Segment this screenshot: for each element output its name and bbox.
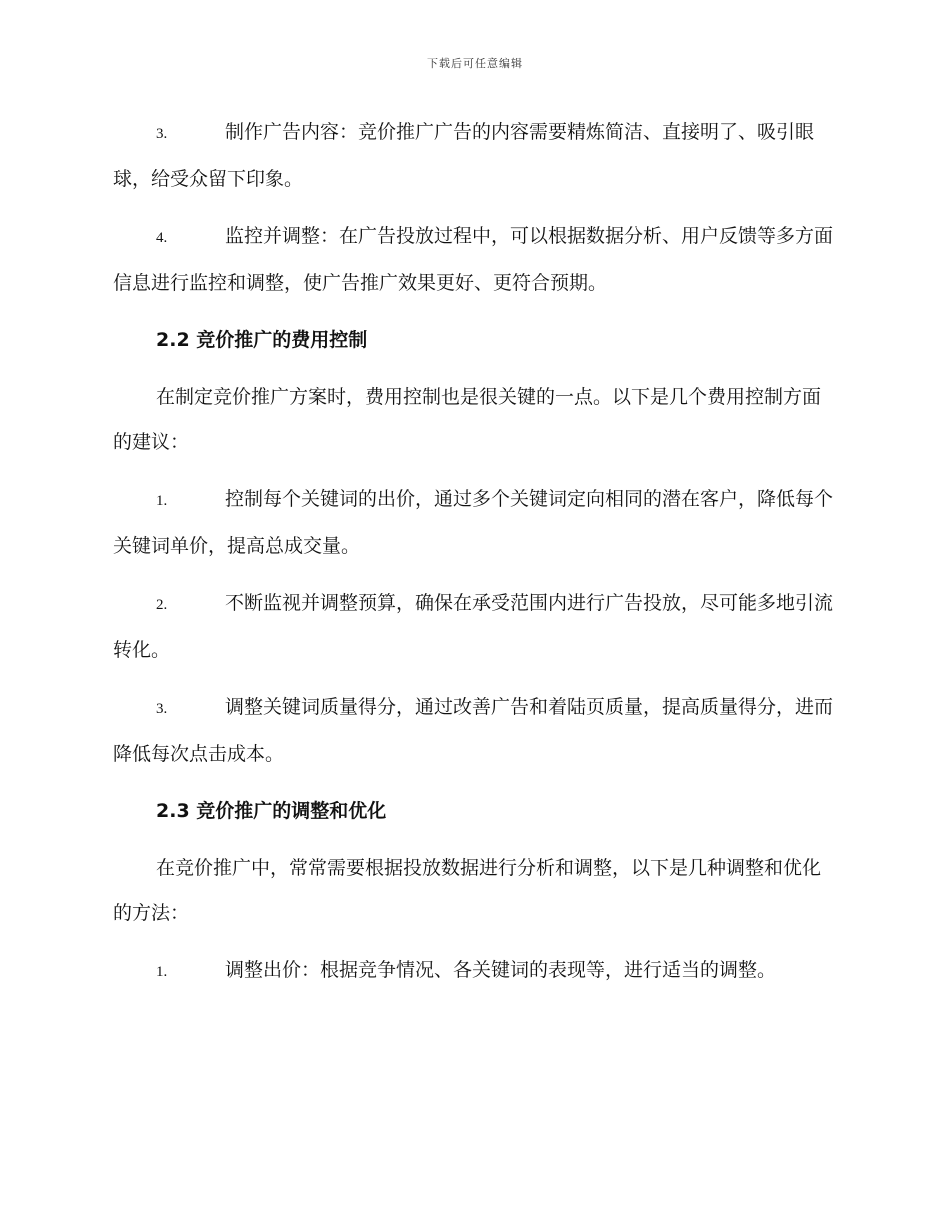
list-number: 3. bbox=[156, 126, 168, 142]
list-item bbox=[113, 685, 833, 777]
section-heading: 2.3 竞价推广的调整和优化 bbox=[156, 800, 387, 822]
list-text: 制作广告内容：竞价推广广告的内容需要精炼简洁、直接明了、吸引眼球，给受众留下印象。 bbox=[113, 121, 815, 190]
list-number: 1. bbox=[156, 493, 168, 509]
list-number: 2. bbox=[156, 597, 168, 613]
list-text: 不断监视并调整预算，确保在承受范围内进行广告投放，尽可能多地引流转化。 bbox=[113, 592, 834, 661]
list-item bbox=[113, 110, 833, 202]
header-note: 下载后可任意编辑 bbox=[427, 57, 523, 70]
list-number: 4. bbox=[156, 230, 168, 246]
paragraph: 在竞价推广中，常常需要根据投放数据进行分析和调整，以下是几种调整和优化的方法： bbox=[113, 857, 822, 924]
list-item bbox=[113, 214, 833, 306]
list-text: 调整出价：根据竞争情况、各关键词的表现等，进行适当的调整。 bbox=[225, 959, 777, 981]
list-text: 调整关键词质量得分，通过改善广告和着陆页质量，提高质量得分，进而降低每次点击成本。 bbox=[113, 696, 834, 765]
paragraph: 在制定竞价推广方案时，费用控制也是很关键的一点。以下是几个费用控制方面的建议： bbox=[113, 386, 822, 453]
list-number: 1. bbox=[156, 964, 168, 980]
list-number: 3. bbox=[156, 701, 168, 717]
section-heading: 2.2 竞价推广的费用控制 bbox=[156, 329, 368, 351]
document-body bbox=[113, 110, 833, 1007]
list-item bbox=[113, 948, 833, 995]
list-item bbox=[113, 581, 833, 673]
list-item bbox=[113, 477, 833, 569]
list-text: 监控并调整：在广告投放过程中，可以根据数据分析、用户反馈等多方面信息进行监控和调整，使广告推广效果更好、更符合预期。 bbox=[113, 225, 834, 294]
list-text: 控制每个关键词的出价，通过多个关键词定向相同的潜在客户，降低每个关键词单价，提高总成交量。 bbox=[113, 488, 834, 557]
